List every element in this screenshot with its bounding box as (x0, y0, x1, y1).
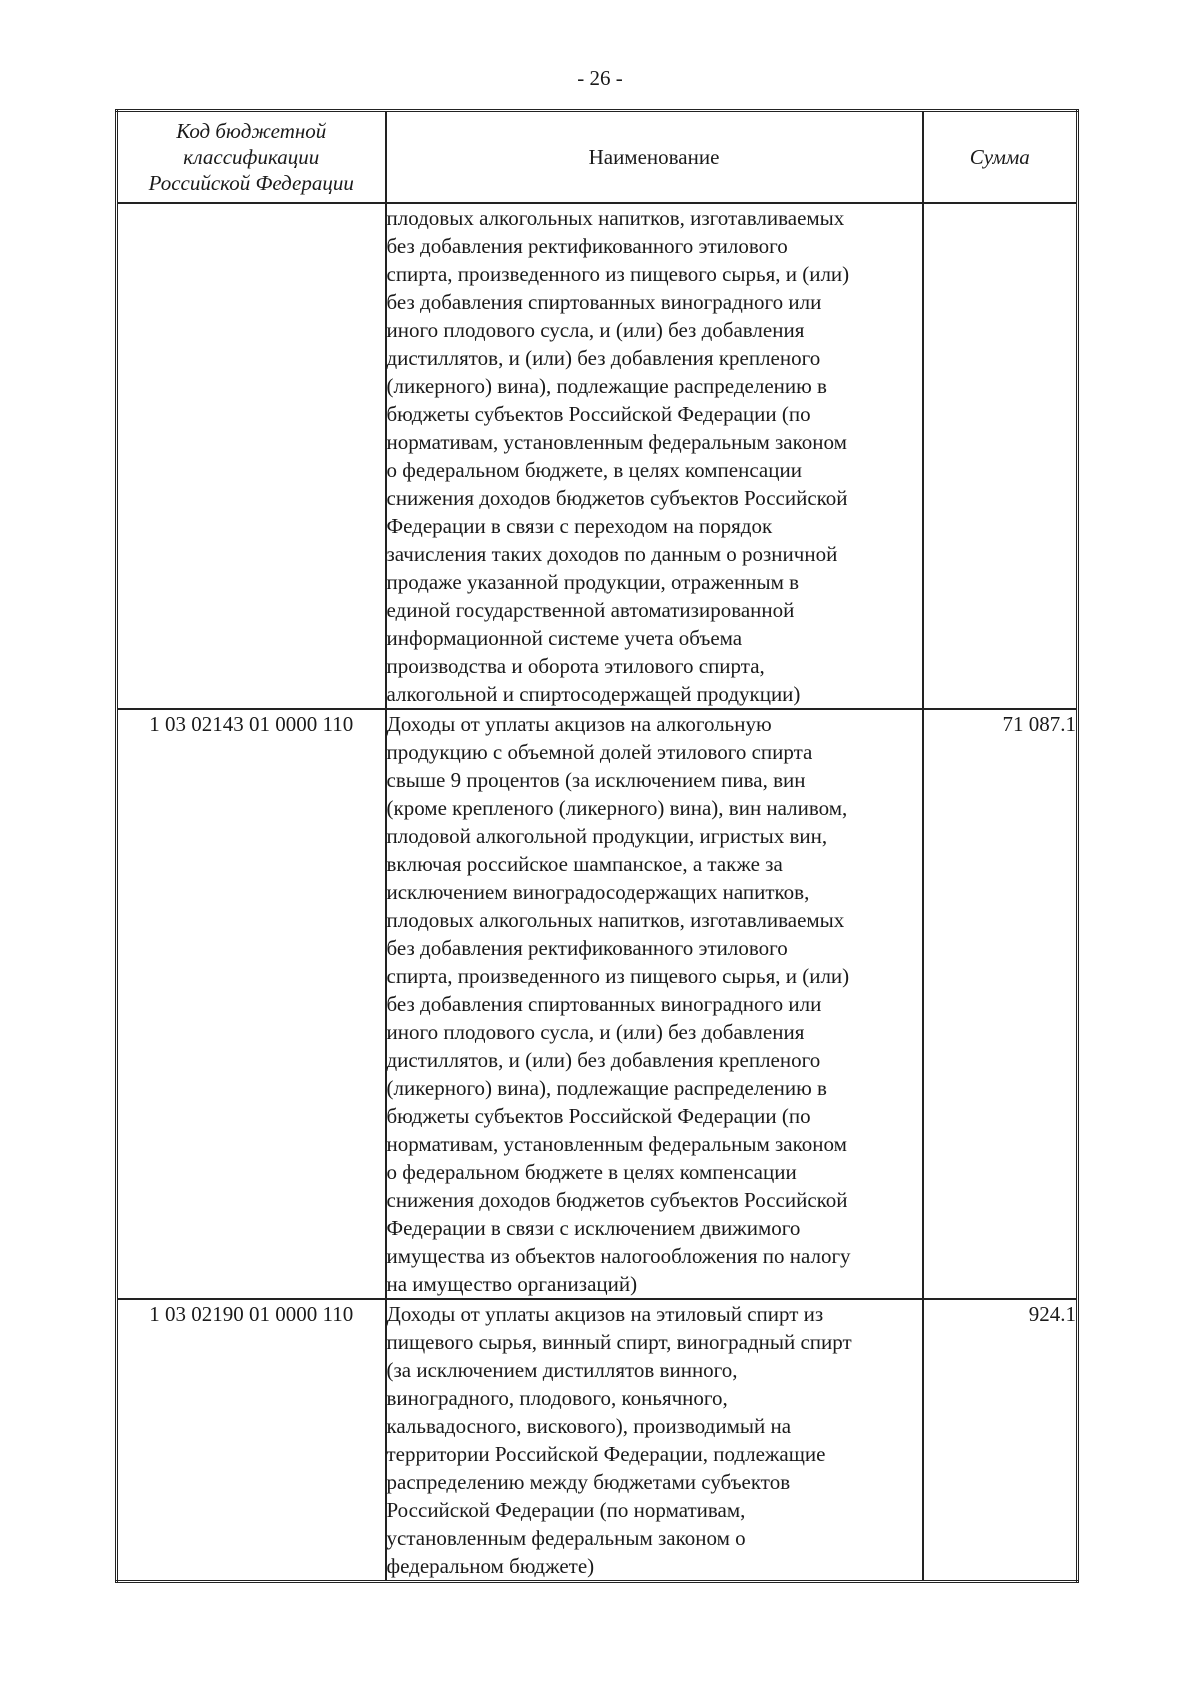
description-line: нормативам, установленным федеральным законом (386, 430, 847, 454)
row-budget-code: 1 03 02143 01 0000 110 (117, 709, 386, 1299)
description-line: виноградного, плодового, коньячного, (386, 1386, 728, 1410)
description-line: Российской Федерации (по нормативам, (386, 1498, 746, 1522)
description-line: территории Российской Федерации, подлежащие (386, 1442, 826, 1466)
table-row (117, 203, 1078, 709)
description-line: о федеральном бюджете в целях компенсации (386, 1160, 797, 1184)
header-code-line: Код бюджетной (176, 119, 327, 143)
description-line: свыше 9 процентов (за исключением пива, вин (386, 768, 806, 792)
header-sum: Сумма (923, 111, 1078, 204)
description-line: Федерации в связи с переходом на порядок (386, 514, 773, 538)
description-line: единой государственной автоматизированной (386, 598, 795, 622)
description-line: о федеральном бюджете, в целях компенсации (386, 458, 802, 482)
description-line: иного плодового сусла, и (или) без добавления (386, 318, 805, 342)
description-line: Доходы от уплаты акцизов на алкогольную (386, 712, 772, 736)
header-code-line: Российской Федерации (148, 171, 354, 195)
header-name: Наименование (386, 111, 923, 204)
row-amount: 924.1 (923, 1299, 1078, 1582)
description-line: распределению между бюджетами субъектов (386, 1470, 791, 1494)
header-code-line: классификации (183, 145, 320, 169)
description-line: дистиллятов, и (или) без добавления крепленого (386, 346, 821, 370)
description-line: спирта, произведенного из пищевого сырья, и (или) (386, 964, 850, 988)
description-line: снижения доходов бюджетов субъектов Российской (386, 486, 848, 510)
header-code (117, 111, 386, 204)
description-line: (кроме крепленого (ликерного) вина), вин наливом, (386, 796, 848, 820)
description-line: без добавления ректификованного этилового (386, 936, 788, 960)
description-line: исключением виноградосодержащих напитков, (386, 880, 810, 904)
description-line: пищевого сырья, винный спирт, виноградный спирт (386, 1330, 852, 1354)
description-line: продаже указанной продукции, отраженным в (386, 570, 800, 594)
row-budget-code (117, 203, 386, 709)
description-line: (за исключением дистиллятов винного, (386, 1358, 738, 1382)
description-line: производства и оборота этилового спирта, (386, 654, 765, 678)
description-line: на имущество организаций) (386, 1272, 638, 1296)
description-line: плодовой алкогольной продукции, игристых вин, (386, 824, 828, 848)
table-row (117, 1299, 1078, 1582)
description-line: кальвадосного, вискового), производимый на (386, 1414, 792, 1438)
description-line: плодовых алкогольных напитков, изготавливаемых (386, 908, 845, 932)
description-line: снижения доходов бюджетов субъектов Российской (386, 1188, 848, 1212)
description-line: без добавления спиртованных виноградного или (386, 992, 822, 1016)
table-body (117, 203, 1078, 1582)
row-description (386, 203, 923, 709)
description-line: спирта, произведенного из пищевого сырья, и (или) (386, 262, 850, 286)
description-line: Доходы от уплаты акцизов на этиловый спирт из (386, 1302, 824, 1326)
description-line: иного плодового сусла, и (или) без добавления (386, 1020, 805, 1044)
description-line: Федерации в связи с исключением движимого (386, 1216, 801, 1240)
description-line: включая российское шампанское, а также за (386, 852, 783, 876)
row-amount: 71 087.1 (923, 709, 1078, 1299)
description-line: плодовых алкогольных напитков, изготавливаемых (386, 206, 845, 230)
description-line: бюджеты субъектов Российской Федерации (по (386, 402, 811, 426)
description-line: установленным федеральным законом о (386, 1526, 746, 1550)
description-line: (ликерного) вина), подлежащие распределению в (386, 1076, 827, 1100)
description-line: (ликерного) вина), подлежащие распределению в (386, 374, 827, 398)
row-amount (923, 203, 1078, 709)
description-line: алкогольной и спиртосодержащей продукции) (386, 682, 801, 706)
description-line: бюджеты субъектов Российской Федерации (по (386, 1104, 811, 1128)
page-number: - 26 - (577, 66, 623, 90)
description-line: продукцию с объемной долей этилового спирта (386, 740, 813, 764)
description-line: зачисления таких доходов по данным о розничной (386, 542, 838, 566)
description-line: без добавления ректификованного этилового (386, 234, 788, 258)
table-row (117, 709, 1078, 1299)
description-line: федеральном бюджете) (386, 1554, 595, 1578)
description-line: имущества из объектов налогообложения по налогу (386, 1244, 851, 1268)
description-line: без добавления спиртованных виноградного или (386, 290, 822, 314)
row-budget-code: 1 03 02190 01 0000 110 (117, 1299, 386, 1582)
table-header-row (117, 111, 1078, 204)
budget-classification-table (115, 109, 1079, 1583)
description-line: нормативам, установленным федеральным законом (386, 1132, 847, 1156)
description-line: информационной системе учета объема (386, 626, 743, 650)
row-description (386, 709, 923, 1299)
description-line: дистиллятов, и (или) без добавления крепленого (386, 1048, 821, 1072)
row-description (386, 1299, 923, 1582)
